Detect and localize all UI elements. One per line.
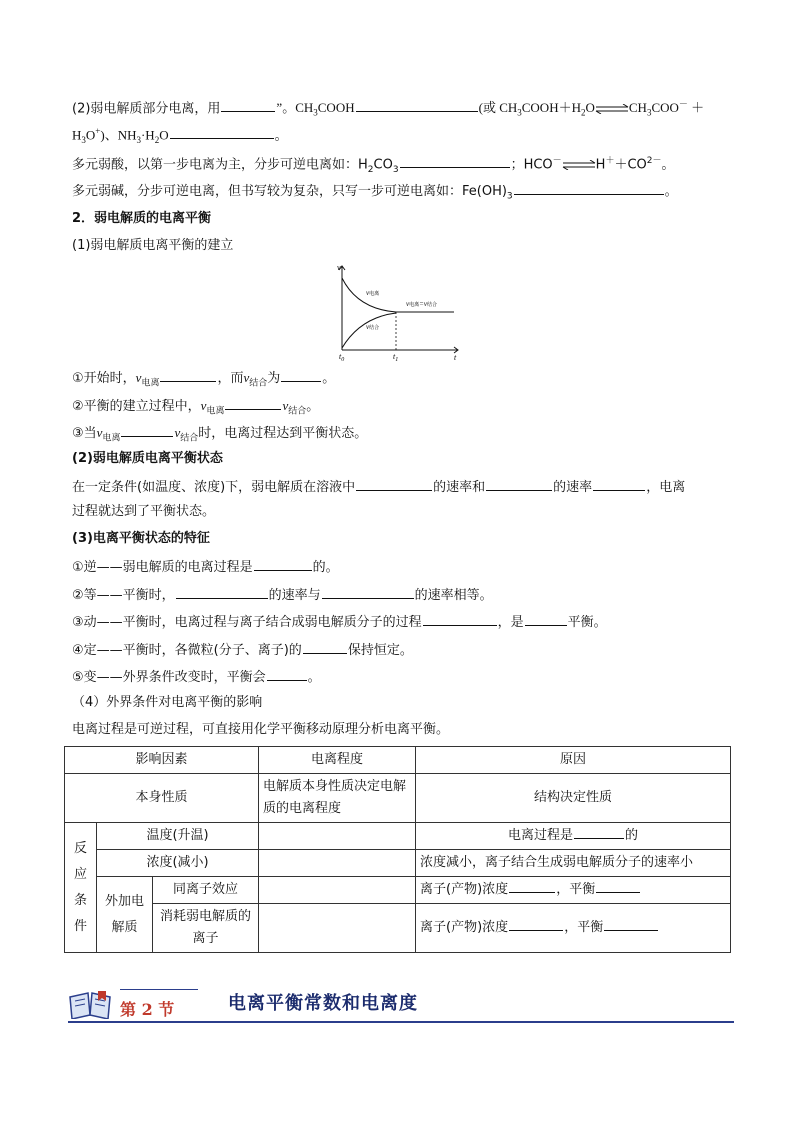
table-cell: 结构决定性质 — [416, 774, 731, 823]
subheading: (3)电离平衡状态的特征 — [72, 531, 210, 546]
sub-header: 外加电解质 — [97, 877, 153, 953]
table-header: 原因 — [416, 747, 731, 774]
text-line: 多元弱酸，以第一步电离为主，分步可逆电离如：$H_2CO_3$ ；HCO－ $H^++CO^{2-}$。 — [72, 156, 675, 175]
svg-text:v: v — [337, 263, 341, 272]
table-row — [65, 904, 731, 953]
fill-blank[interactable] — [604, 917, 658, 931]
reversible-arrow-icon — [595, 104, 629, 114]
fill-blank[interactable] — [525, 612, 567, 626]
open-book-icon — [68, 991, 112, 1019]
text-line: 过程就达到了平衡状态。 — [72, 504, 216, 519]
fill-blank[interactable] — [267, 667, 307, 681]
table-cell: 浓度减小，离子结合生成弱电解质分子的速率小 — [416, 850, 731, 877]
section-heading: 2．弱电解质的电离平衡 — [72, 211, 212, 226]
fill-blank[interactable] — [574, 825, 624, 839]
influence-table — [64, 746, 731, 953]
feature-line: ④定——平衡时，各微粒(分子、离子)的 保持恒定。 — [72, 640, 413, 660]
fill-blank[interactable] — [400, 154, 510, 168]
subheading: (1)弱电解质电离平衡的建立 — [72, 238, 234, 253]
text-line: 在一定条件(如温度、浓度)下，弱电解质在溶液中 的速率和 的速率 ，电离 — [72, 477, 685, 497]
svg-text:v电离=v结合: v电离=v结合 — [406, 300, 437, 308]
side-header: 反应条件 — [65, 823, 97, 953]
fill-blank[interactable] — [221, 98, 275, 112]
question-line: ②平衡的建立过程中，$v_{电离}$ $v_{结合}$。 — [72, 398, 320, 417]
fill-blank[interactable] — [356, 98, 478, 112]
ionization-rate-graph — [330, 262, 465, 362]
table-cell: 离子(产物)浓度 ，平衡 — [416, 877, 731, 904]
svg-text:v电离: v电离 — [366, 289, 380, 297]
table-cell: 消耗弱电解质的离子 — [153, 904, 259, 953]
table-cell: 电解质本身性质决定电解质的电离程度 — [259, 774, 416, 823]
fill-blank[interactable] — [423, 612, 497, 626]
fill-blank[interactable] — [303, 640, 347, 654]
table-header-row — [65, 747, 731, 774]
text-line: 多元弱碱，分步可逆电离，但书写较为复杂，只写一步可逆电离如：$Fe(OH)_3$ 。 — [72, 181, 678, 206]
svg-text:t: t — [454, 353, 457, 362]
fill-blank[interactable] — [596, 879, 640, 893]
ionization-curve — [342, 278, 454, 312]
table-cell[interactable] — [259, 850, 416, 877]
svg-text:t1: $t_1$ — [393, 352, 399, 362]
section-banner — [68, 985, 734, 1025]
table-cell: 本身性质 — [65, 774, 259, 823]
feature-line: ⑤变——外界条件改变时，平衡会 。 — [72, 667, 321, 687]
fill-blank[interactable] — [254, 557, 312, 571]
table-row — [65, 823, 731, 850]
table-cell: 离子(产物)浓度 ，平衡 — [416, 904, 731, 953]
table-cell[interactable] — [259, 823, 416, 850]
fill-blank[interactable] — [486, 477, 552, 491]
reversible-arrow-icon — [562, 160, 596, 170]
fill-blank[interactable] — [593, 477, 645, 491]
table-cell: 同离子效应 — [153, 877, 259, 904]
text-line: $H_3O^+$)、$NH_3\cdot H_2O$ 。 — [72, 126, 288, 145]
fill-blank[interactable] — [322, 585, 414, 599]
table-header: 电离程度 — [259, 747, 416, 774]
text-line: 电离过程是可逆过程，可直接用化学平衡移动原理分析电离平衡。 — [72, 722, 450, 737]
fill-blank[interactable] — [170, 125, 274, 139]
fill-blank[interactable] — [281, 368, 321, 382]
fill-blank[interactable] — [514, 181, 664, 195]
fill-blank[interactable] — [176, 585, 268, 599]
fill-blank[interactable] — [509, 917, 563, 931]
table-cell: 电离过程是 的 — [416, 823, 731, 850]
question-line: ③当$v_{电离}$ $v_{结合}$时，电离过程达到平衡状态。 — [72, 425, 368, 444]
section-number: 第 2 节 — [120, 1000, 175, 1019]
table-cell[interactable] — [259, 904, 416, 953]
table-cell[interactable] — [259, 877, 416, 904]
text-line: (2)弱电解质部分电离，用 ”。$CH_3COOH$ (或 $CH_3COOH+H_2O$ $CH_3COO^-$ ＋ — [72, 99, 705, 118]
fill-blank[interactable] — [160, 368, 216, 382]
question-line: ①开始时，$v_{电离}$ ，而$v_{结合}$为 。 — [72, 370, 336, 389]
table-row — [65, 877, 731, 904]
table-row — [65, 774, 731, 823]
fill-blank[interactable] — [509, 879, 555, 893]
feature-line: ②等——平衡时， 的速率与 的速率相等。 — [72, 585, 493, 605]
table-row — [65, 850, 731, 877]
table-cell: 浓度(减小) — [97, 850, 259, 877]
feature-line: ③动——平衡时，电离过程与离子结合成弱电解质分子的过程 ，是 平衡。 — [72, 612, 607, 632]
svg-text:t0: $t_0$ — [339, 352, 345, 362]
svg-text:v结合: v结合 — [366, 323, 380, 331]
table-cell: 温度(升温) — [97, 823, 259, 850]
feature-line: ①逆——弱电解质的电离过程是 的。 — [72, 557, 339, 577]
section-title: 电离平衡常数和电离度 — [228, 993, 418, 1014]
subheading: (2)弱电解质电离平衡状态 — [72, 451, 223, 466]
table-header: 影响因素 — [65, 747, 259, 774]
subheading: （4）外界条件对电离平衡的影响 — [72, 695, 263, 710]
fill-blank[interactable] — [225, 396, 281, 410]
fill-blank[interactable] — [356, 477, 432, 491]
fill-blank[interactable] — [121, 423, 173, 437]
